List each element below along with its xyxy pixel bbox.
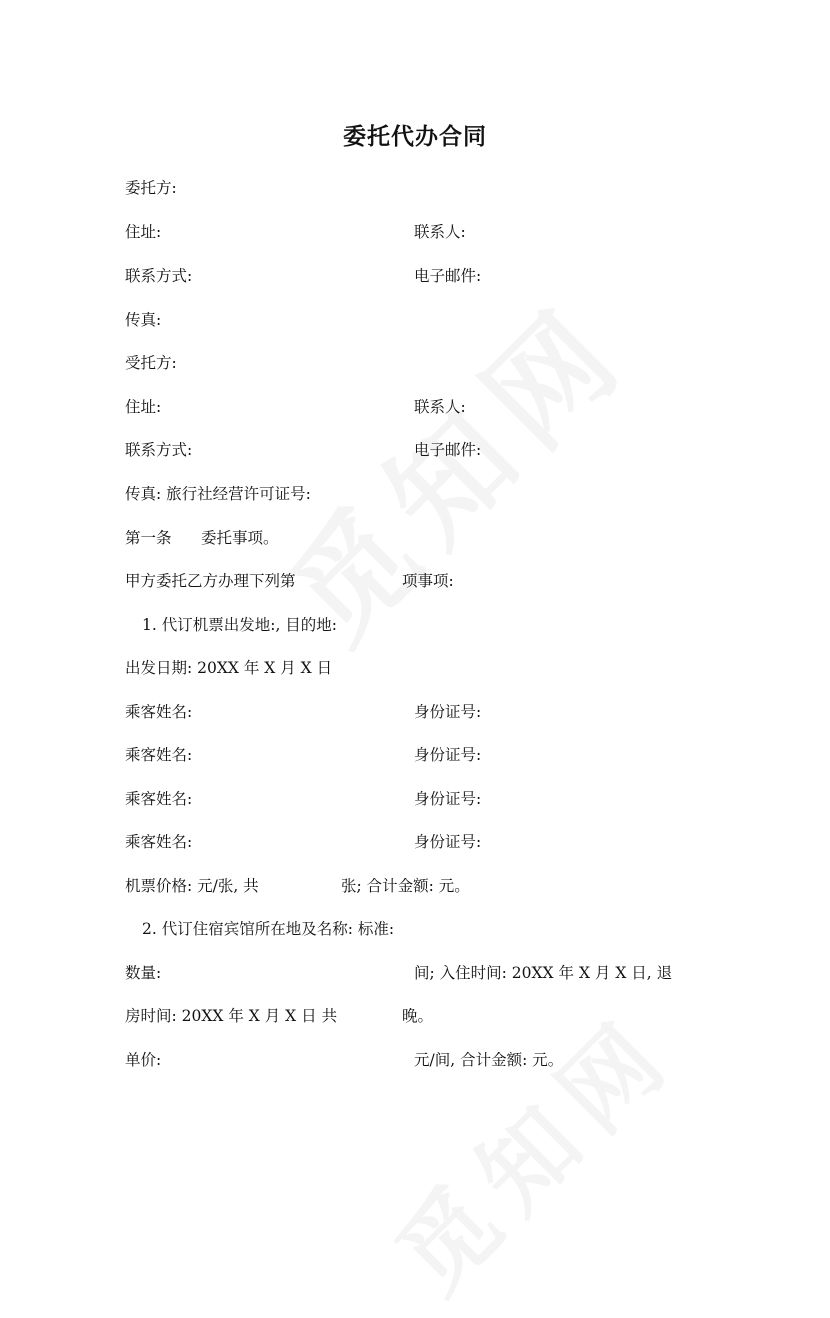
agent-fax-license-label: 传真: 旅行社经营许可证号:	[125, 485, 311, 503]
departure-date: 出发日期: 20XX 年 X 月 X 日	[125, 659, 333, 677]
ticket-price-left: 机票价格: 元/张, 共	[125, 877, 259, 895]
article1-title: 委托事项。	[201, 529, 279, 547]
client-label: 委托方:	[125, 179, 177, 197]
passenger-id-label: 身份证号:	[414, 790, 482, 808]
checkout-left: 房时间: 20XX 年 X 月 X 日 共	[125, 1007, 338, 1025]
passenger-name-label: 乘客姓名:	[125, 746, 193, 764]
client-fax-label: 传真:	[125, 311, 162, 329]
agent-contact-label: 联系人:	[414, 398, 466, 416]
quantity-label: 数量:	[125, 964, 162, 982]
agent-email-label: 电子邮件:	[414, 441, 482, 459]
passenger-name-label: 乘客姓名:	[125, 833, 193, 851]
intro-right: 项事项:	[402, 572, 454, 590]
passenger-name-label: 乘客姓名:	[125, 790, 193, 808]
passenger-name-label: 乘客姓名:	[125, 703, 193, 721]
client-email-label: 电子邮件:	[414, 267, 482, 285]
document-title: 委托代办合同	[343, 123, 487, 150]
unit-price-right: 元/间, 合计金额: 元。	[414, 1051, 564, 1069]
watermark	[245, 259, 659, 673]
item1-flight: 1. 代订机票出发地:, 目的地:	[142, 616, 338, 634]
client-phone-label: 联系方式:	[125, 267, 193, 285]
ticket-price-right: 张; 合计金额: 元。	[341, 877, 470, 895]
agent-address-label: 住址:	[125, 398, 162, 416]
intro-left: 甲方委托乙方办理下列第	[125, 572, 296, 590]
passenger-id-label: 身份证号:	[414, 746, 482, 764]
passenger-id-label: 身份证号:	[414, 703, 482, 721]
client-address-label: 住址:	[125, 223, 162, 241]
agent-phone-label: 联系方式:	[125, 441, 193, 459]
client-contact-label: 联系人:	[414, 223, 466, 241]
unit-price-label: 单价:	[125, 1051, 162, 1069]
quantity-right: 间; 入住时间: 20XX 年 X 月 X 日, 退	[414, 964, 673, 982]
passenger-id-label: 身份证号:	[414, 833, 482, 851]
watermark-lower	[362, 979, 701, 1318]
item2-hotel: 2. 代订住宿宾馆所在地及名称: 标准:	[142, 920, 395, 938]
article1-number: 第一条	[125, 529, 172, 547]
checkout-right: 晚。	[402, 1007, 434, 1025]
agent-label: 受托方:	[125, 354, 177, 372]
